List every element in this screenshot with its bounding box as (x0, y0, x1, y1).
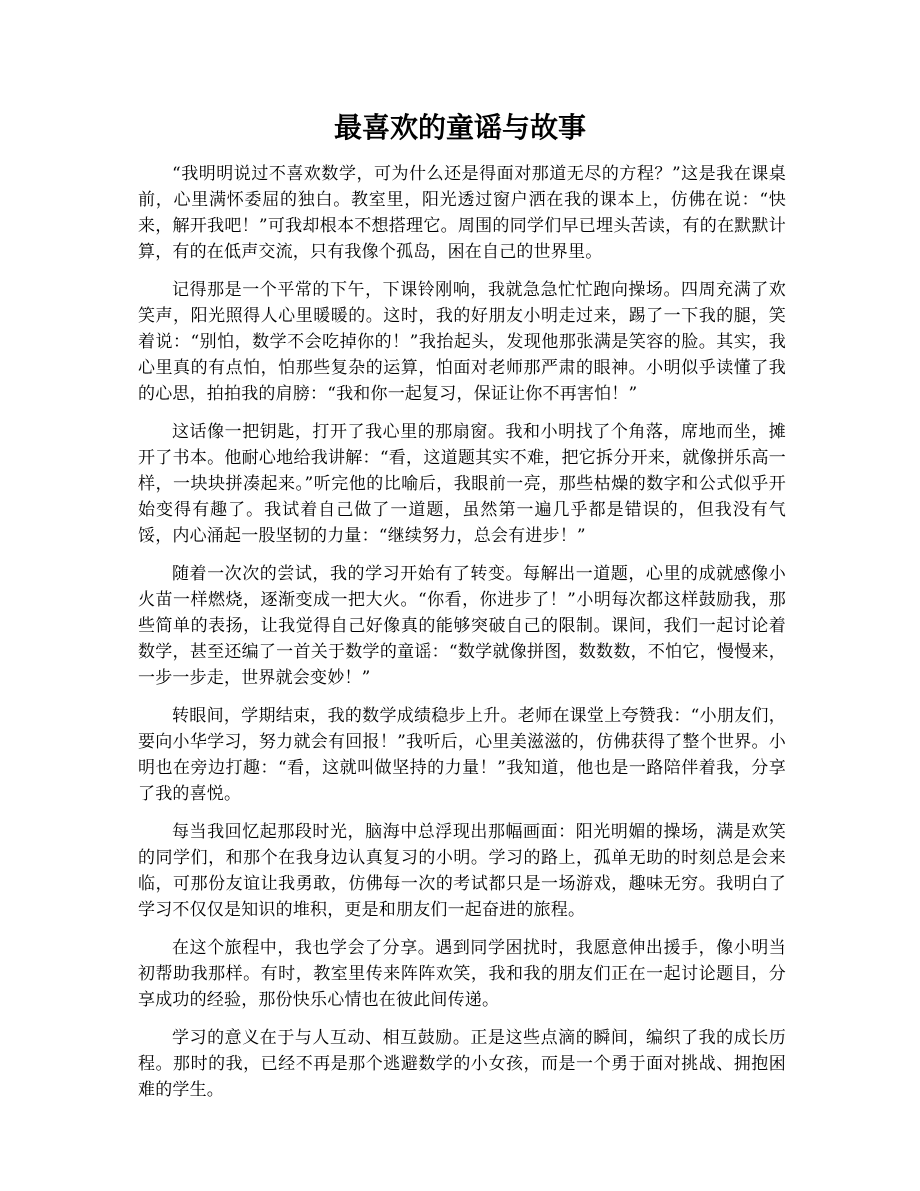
document-body (138, 161, 786, 1115)
paragraph-3: 这话像一把钥匙，打开了我心里的那扇窗。我和小明找了个角落，席地而坐，摊开了书本。他耐心地给我讲解：“看，这道题其实不难，把它拆分开来，就像拼乐高一样，一块块拼凑起来。”听完他的比喻后，我眼前一亮，那些枯燥的数字和公式似乎开始变得有趣了。我试着自己做了一道题，虽然第一遍几乎都是错误的，但我没有气馁，内心涌起一股坚韧的力量：“继续努力，总会有进步！” (138, 422, 786, 546)
document-title: 最喜欢的童谣与故事 (333, 111, 586, 144)
paragraph-5: 转眼间，学期结束，我的数学成绩稳步上升。老师在课堂上夸赞我：“小朋友们，要向小华学习，努力就会有回报！”我听后，心里美滋滋的，仿佛获得了整个世界。小明也在旁边打趣：“看，这就叫做坚持的力量！”我知道，他也是一路陪伴着我，分享了我的喜悦。 (138, 706, 786, 804)
paragraph-4: 随着一次次的尝试，我的学习开始有了转变。每解出一道题，心里的成就感像小火苗一样燃烧，逐渐变成一把大火。“你看，你进步了！”小明每次都这样鼓励我，那些简单的表扬，让我觉得自己好像真的能够突破自己的限制。课间，我们一起讨论着数学，甚至还编了一首关于数学的童谣：“数学就像拼图，数数数，不怕它，慢慢来，一步一步走，世界就会变妙！” (138, 564, 786, 688)
paragraph-8: 学习的意义在于与人互动、相互鼓励。正是这些点滴的瞬间，编织了我的成长历程。那时的我，已经不再是那个逃避数学的小女孩，而是一个勇于面对挑战、拥抱困难的学生。 (138, 1028, 786, 1100)
paragraph-1: “我明明说过不喜欢数学，可为什么还是得面对那道无尽的方程？”这是我在课桌前，心里满怀委屈的独白。教室里，阳光透过窗户洒在我的课本上，仿佛在说：“快来，解开我吧！”可我却根本不想搭理它。周围的同学们早已埋头苦读，有的在默默计算，有的在低声交流，只有我像个孤岛，困在自己的世界里。 (138, 164, 786, 262)
paragraph-7: 在这个旅程中，我也学会了分享。遇到同学困扰时，我愿意伸出援手，像小明当初帮助我那样。有时，教室里传来阵阵欢笑，我和我的朋友们正在一起讨论题目，分享成功的经验，那份快乐心情也在彼此间传递。 (138, 938, 786, 1010)
paragraph-2: 记得那是一个平常的下午，下课铃刚响，我就急急忙忙跑向操场。四周充满了欢笑声，阳光照得人心里暖暖的。这时，我的好朋友小明走过来，踢了一下我的腿，笑着说：“别怕，数学不会吃掉你的！”我抬起头，发现他那张满是笑容的脸。其实，我心里真的有点怕，怕那些复杂的运算，怕面对老师那严肃的眼神。小明似乎读懂了我的心思，拍拍我的肩膀：“我和你一起复习，保证让你不再害怕！” (138, 280, 786, 404)
paragraph-6: 每当我回忆起那段时光，脑海中总浮现出那幅画面：阳光明媚的操场，满是欢笑的同学们，和那个在我身边认真复习的小明。学习的路上，孤单无助的时刻总是会来临，可那份友谊让我勇敢，仿佛每一次的考试都只是一场游戏，趣味无穷。我明白了学习不仅仅是知识的堆积，更是和朋友们一起奋进的旅程。 (138, 822, 786, 920)
